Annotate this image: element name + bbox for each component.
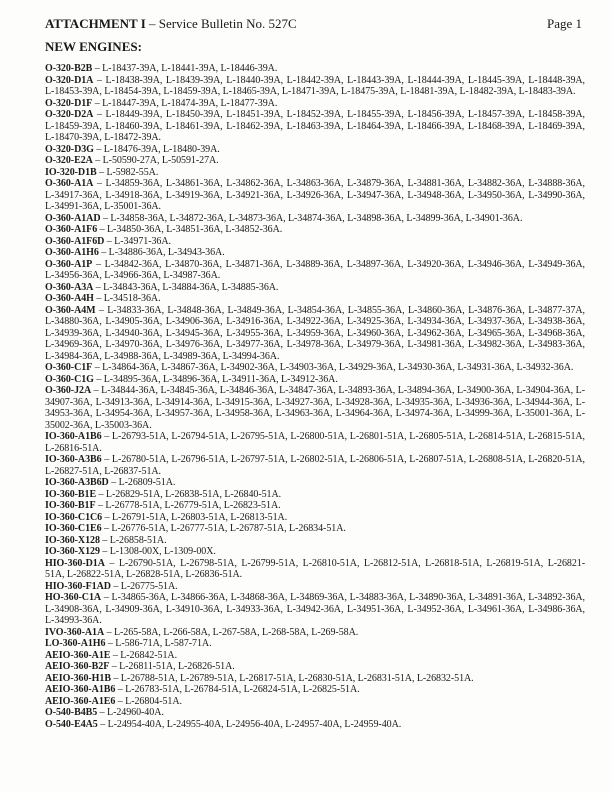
engine-entry [45,362,585,374]
engine-model: AEIO-360-B2F [45,661,110,672]
serial-numbers: – L-24954-40A, L-24955-40A, L-24956-40A, L-24957-40A, L-24959-40A. [100,718,402,730]
engine-entry [45,224,585,236]
engine-entry [45,75,585,98]
engine-entry [45,489,585,501]
serial-numbers: – L-26783-51A, L-26784-51A, L-26824-51A, L-26825-51A. [117,684,360,695]
engine-model: IO-320-D1B [45,166,97,178]
engine-model: IO-360-X129 [45,546,100,557]
engine-entry [45,500,585,512]
engine-model: IO-360-C1E6 [45,523,102,534]
title-dash: – [149,16,156,31]
engine-entry [45,558,585,581]
serial-numbers: – L-265-58A, L-266-58A, L-267-58A, L-268-58A, L-269-58A. [106,626,359,638]
engine-model: AEIO-360-A1B6 [45,684,116,695]
serial-numbers: – L-34864-36A, L-34867-36A, L-34902-36A, L-34903-36A, L-34929-36A, L-34930-36A, L-34931-36A, L-34932-36A. [94,362,574,373]
serial-numbers: – L-18449-39A, L-18450-39A, L-18451-39A, L-18452-39A, L-18455-39A, L-18456-39A, L-18457-39A, L-18458-39A, L-18459-39A, L-18460-39A, L-18461-39A, L-18462-39A, L-18463-39A, L-18464-39A, L-18466-39A, L-18468-39A, L-18469-39A, L-18470-39A, L-18472-39A. [45,109,585,143]
serial-numbers: – L-18437-39A, L-18441-39A, L-18446-39A. [94,63,278,74]
engine-entry [45,673,585,685]
serial-numbers: – L-34833-36A, L-34848-36A, L-34849-36A, L-34854-36A, L-34855-36A, L-34860-36A, L-34876-36A, L-34877-37A, L-34880-36A, L-34905-36A, L-34906-36A, L-34916-36A, L-34922-36A, L-34925-36A, L-34934-36A, L-34937-36A, L-34938-36A, L-34939-36A, L-34940-36A, L-34945-36A, L-34955-36A, L-34959-36A, L-34960-36A, L-34962-36A, L-34965-36A, L-34968-36A, L-34969-36A, L-34970-36A, L-34976-36A, L-34977-36A, L-34978-36A, L-34979-36A, L-34981-36A, L-34982-36A, L-34983-36A, L-34984-36A, L-34988-36A, L-34989-36A, L-34994-36A. [45,304,585,362]
engine-entry [45,707,585,719]
engine-model: O-360-A4M [45,304,96,316]
engine-entry [45,696,585,708]
page-number: Page 1 [546,16,582,31]
engine-model: HO-360-C1A [45,592,102,603]
engine-model: O-360-A1F6 [45,224,98,235]
engine-model: O-320-D3G [45,143,94,155]
serial-numbers: – L-26780-51A, L-26796-51A, L-26797-51A, L-26802-51A, L-26806-51A, L-26807-51A, L-26808-51A, L-26820-51A, L-26827-51A, L-26837-51A. [45,454,585,477]
engine-model: LO-360-A1H6 [45,638,106,649]
engine-entry [45,155,585,167]
engine-entry [45,167,585,179]
serial-numbers: – L-26775-51A. [113,580,178,592]
serial-numbers: – L-34865-36A, L-34866-36A, L-34868-36A, L-34869-36A, L-34883-36A, L-34890-36A, L-34891-36A, L-34892-36A, L-34908-36A, L-34909-36A, L-34910-36A, L-34933-36A, L-34942-36A, L-34951-36A, L-34952-36A, L-34961-36A, L-34986-36A, L-34993-36A. [45,592,585,626]
serial-numbers: – L-26842-51A. [112,649,178,661]
engine-model: O-360-A1AD [45,212,101,224]
engine-entry [45,282,585,294]
serial-numbers: – L-26791-51A, L-26803-51A, L-26813-51A. [104,511,288,523]
engine-entry [45,236,585,248]
engine-entry [45,719,585,731]
page-header [45,16,582,36]
engine-entry [45,385,585,431]
serial-numbers: – L-34858-36A, L-34872-36A, L-34873-36A, L-34874-36A, L-34898-36A, L-34899-36A, L-34901-36A. [102,212,523,224]
serial-numbers: – L-34518-36A. [96,293,161,304]
engine-model: O-320-D1F [45,97,93,109]
engine-model: O-360-A1F6D [45,235,105,247]
engine-entry [45,523,585,535]
serial-numbers: – L-34850-36A, L-34851-36A, L-34852-36A. [99,224,283,235]
serial-numbers: – L-26804-51A. [117,695,182,707]
serial-numbers: – L-5982-55A. [99,166,159,178]
engine-entry [45,259,585,282]
serial-numbers: – L-34843-36A, L-34884-36A, L-34885-36A. [95,281,279,293]
engine-model: IVO-360-A1A [45,626,105,638]
document-title [45,16,297,32]
engine-entry [45,650,585,662]
serial-numbers: – L-18447-39A, L-18474-39A, L-18477-39A. [94,97,278,109]
engine-entry [45,213,585,225]
engine-entry [45,63,585,75]
serial-numbers: – L-26793-51A, L-26794-51A, L-26795-51A, L-26800-51A, L-26801-51A, L-26805-51A, L-26814-51A, L-26815-51A, L-26816-51A. [45,431,585,454]
engine-entry [45,581,585,593]
engine-model: AEIO-360-A1E [45,649,111,661]
engine-model: O-360-A3A [45,281,94,293]
engine-entry [45,638,585,650]
serial-numbers: – L-34971-36A. [106,235,171,247]
engine-model: IO-360-A1B6 [45,431,102,442]
serial-numbers: – L-26809-51A. [111,477,176,488]
attachment-label: ATTACHMENT I [45,16,146,31]
bulletin-label: Service Bulletin No. 527C [158,16,297,31]
serial-numbers: – L-50590-27A, L-50591-27A. [95,155,219,166]
engine-entry [45,512,585,524]
serial-numbers: – L-34886-36A, L-34943-36A. [101,247,225,258]
serial-numbers: – L-26788-51A, L-26789-51A, L-26817-51A, L-26830-51A, L-26831-51A, L-26832-51A. [113,672,474,684]
serial-numbers: – L-34844-36A, L-34845-36A, L-34846-36A, L-34847-36A, L-34893-36A, L-34894-36A, L-34900-36A, L-34904-36A, L-34907-36A, L-34913-36A, L-34914-36A, L-34915-36A, L-34927-36A, L-34928-36A, L-34935-36A, L-34936-36A, L-34944-36A, L-34953-36A, L-34954-36A, L-34957-36A, L-34958-36A, L-34963-36A, L-34964-36A, L-34974-36A, L-34999-36A, L-35001-36A, L-35002-36A, L-35003-36A. [45,385,585,431]
engine-entry [45,454,585,477]
serial-numbers: – L-18476-39A, L-18480-39A. [96,143,220,155]
serial-numbers: – L-34895-36A, L-34896-36A, L-34911-36A, L-34912-36A. [96,373,338,385]
engine-model: O-320-D1A [45,74,94,86]
engine-entry [45,247,585,259]
engine-entry [45,535,585,547]
engine-entry [45,431,585,454]
engine-entry [45,98,585,110]
engine-model: HIO-360-F1AD [45,580,111,592]
serial-numbers: – L-34859-36A, L-34861-36A, L-34862-36A, L-34863-36A, L-34879-36A, L-34881-36A, L-34882-36A, L-34888-36A, L-34917-36A, L-34918-36A, L-34919-36A, L-34921-36A, L-34926-36A, L-34947-36A, L-34948-36A, L-34950-36A, L-34990-36A, L-34991-36A, L-35001-36A. [45,178,585,212]
serial-numbers: – L-24960-40A. [99,707,164,718]
engine-model: O-320-E2A [45,155,93,166]
engine-model: HIO-360-D1A [45,557,105,569]
engine-entry [45,684,585,696]
engine-entry [45,477,585,489]
engine-model: O-360-A4H [45,293,94,304]
engine-model: AEIO-360-A1E6 [45,695,116,707]
engine-entry [45,546,585,558]
engine-model: O-360-A1P [45,258,93,270]
engine-entry [45,293,585,305]
serial-numbers: – L-26858-51A. [102,534,167,546]
engine-model: O-320-B2B [45,63,93,74]
engine-entry [45,627,585,639]
engine-entry [45,109,585,144]
engine-model: AEIO-360-H1B [45,672,111,684]
engine-entry [45,144,585,156]
serial-numbers: – L-26776-51A, L-26777-51A, L-26787-51A, L-26834-51A. [104,523,346,534]
engine-list [45,63,585,730]
serial-numbers: – L-1308-00X, L-1309-00X. [102,546,216,557]
engine-model: IO-360-B1F [45,500,96,511]
engine-entry [45,305,585,363]
serial-numbers: – L-26790-51A, L-26798-51A, L-26799-51A, L-26810-51A, L-26812-51A, L-26818-51A, L-26819-51A, L-26821-51A, L-26822-51A, L-26828-51A, L-26836-51A. [45,557,585,580]
engine-model: O-360-A1A [45,178,94,189]
engine-model: O-360-C1G [45,373,94,385]
serial-numbers: – L-18438-39A, L-18439-39A, L-18440-39A, L-18442-39A, L-18443-39A, L-18444-39A, L-18445-39A, L-18448-39A, L-18453-39A, L-18454-39A, L-18459-39A, L-18465-39A, L-18471-39A, L-18475-39A, L-18481-39A, L-18482-39A, L-18483-39A. [45,74,585,97]
serial-numbers: – L-586-71A, L-587-71A. [107,638,212,649]
serial-numbers: – L-26811-51A, L-26826-51A. [111,661,235,672]
engine-entry [45,374,585,386]
serial-numbers: – L-26778-51A, L-26779-51A, L-26823-51A. [97,500,281,511]
engine-model: O-360-A1H6 [45,247,99,258]
serial-numbers: – L-26829-51A, L-26838-51A, L-26840-51A. [98,488,282,500]
section-title: NEW ENGINES: [45,39,142,54]
engine-entry [45,592,585,627]
engine-model: IO-360-A3B6 [45,454,102,465]
engine-model: O-540-E4A5 [45,718,98,730]
engine-model: IO-360-C1C6 [45,511,103,523]
engine-model: O-540-B4B5 [45,707,98,718]
engine-model: IO-360-A3B6D [45,477,109,488]
engine-model: O-320-D2A [45,109,94,120]
engine-entry [45,661,585,673]
engine-model: O-360-C1F [45,362,93,373]
engine-entry [45,178,585,213]
engine-model: IO-360-B1E [45,488,97,500]
engine-model: IO-360-X128 [45,534,100,546]
engine-model: O-360-J2A [45,385,92,396]
serial-numbers: – L-34842-36A, L-34870-36A, L-34871-36A, L-34889-36A, L-34897-36A, L-34920-36A, L-34946-36A, L-34949-36A, L-34956-36A, L-34966-36A, L-34987-36A. [45,258,585,281]
